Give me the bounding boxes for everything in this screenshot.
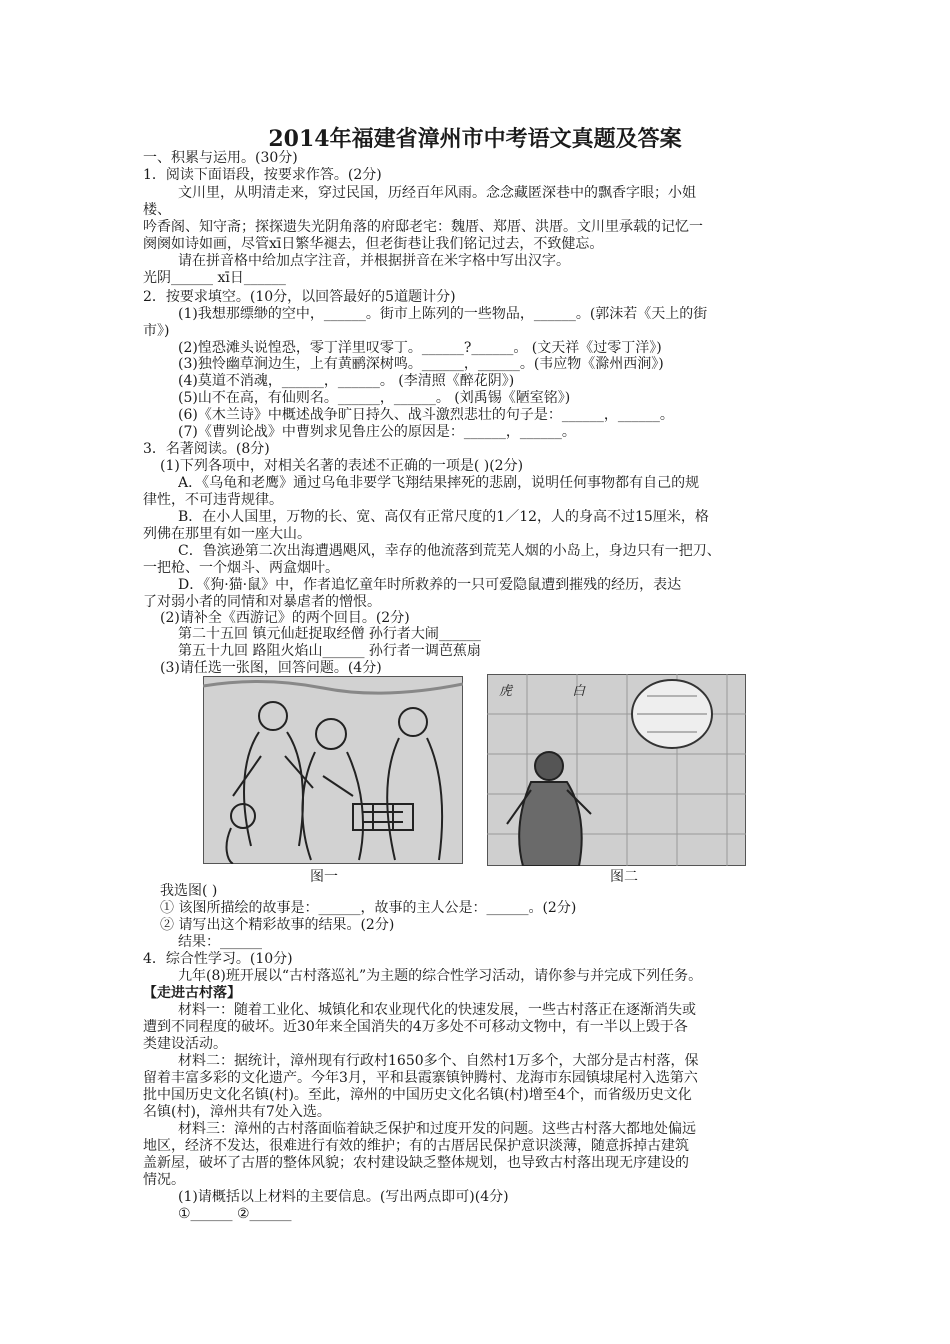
chapter-title: 第二十五回 镇元仙赶捉取经僧 孙行者大闹______: [178, 626, 481, 642]
fill-item: (2)惶恐滩头说惶恐，零丁洋里叹零丁。______?______。 (文天祥《过零丁洋》): [178, 340, 662, 356]
figure-one-caption: 图一: [310, 869, 338, 885]
paragraph-line: 文川里，从明清走来，穿过民国，历经百年风雨。念念藏匿深巷中的飘香字眼；小姐: [178, 185, 696, 201]
sub-question: (1)下列各项中，对相关名著的表述不正确的一项是( )(2分): [160, 458, 524, 474]
fill-item: 市》): [143, 323, 170, 339]
material-line: 情况。: [143, 1172, 185, 1188]
chapter-title: 第五十九回 路阻火焰山______ 孙行者一调芭蕉扇: [178, 643, 481, 659]
option-b-cont: 列佛在那里有如一座大山。: [143, 526, 311, 542]
figure-question-1: ① 该图所描绘的故事是：______，故事的主人公是：______。(2分): [160, 900, 577, 916]
sub-question: (2)请补全《西游记》的两个回目。(2分): [160, 610, 410, 626]
option-a-cont: 律性，不可违背规律。: [143, 492, 283, 508]
material-line: 留着丰富多彩的文化遗产。今年3月，平和县霞寨镇钟腾村、龙海市东园镇埭尾村入选第六: [143, 1070, 698, 1086]
section-heading: 一、积累与运用。(30分): [143, 150, 298, 166]
fill-item: (3)独怜幽草涧边生，上有黄鹂深树鸣。______，______。(韦应物《滁州西涧》): [178, 356, 664, 372]
fill-item: (6)《木兰诗》中概述战争旷日持久、战斗激烈悲壮的句子是：______，______。: [178, 407, 674, 423]
material-line: 材料一：随着工业化、城镇化和农业现代化的快速发展，一些古村落正在逐渐消失或: [178, 1002, 696, 1018]
fill-item: (5)山不在高，有仙则名。______，______。 (刘禹锡《陋室铭》): [178, 390, 571, 406]
figure-two-caption: 图二: [610, 869, 638, 885]
question-2-heading: 2．按要求填空。(10分，以回答最好的5道题计分): [143, 289, 456, 305]
figure-one-illustration: [203, 676, 463, 864]
fill-item: (7)《曹刿论战》中曹刿求见鲁庄公的原因是：______，______。: [178, 424, 576, 440]
material-line: 材料二：据统计，漳州现有行政村1650多个、自然村1万多个，大部分是古村落，保: [178, 1053, 699, 1069]
result-blank: 结果：______: [178, 934, 262, 950]
choose-figure-line: 我选图( ): [160, 883, 218, 899]
question-3-heading: 3．名著阅读。(8分): [143, 441, 270, 457]
figure-one-drawing: [203, 676, 463, 864]
instruction-line: 请在拼音格中给加点字注音，并根据拼音在米字格中写出汉字。: [178, 253, 570, 269]
activity-intro: 九年(8)班开展以“古村落巡礼”为主题的综合性学习活动，请你参与并完成下列任务。: [178, 968, 703, 984]
figure-two-drawing: [487, 674, 746, 866]
question-1-heading: 1．阅读下面语段，按要求作答。(2分): [143, 167, 382, 183]
paragraph-line: 阕阕如诗如画，尽管xī日繁华褪去，但老街巷让我们铭记过去，不致健忘。: [143, 236, 604, 252]
option-d: D．《狗·猫·鼠》中，作者追忆童年时所救养的一只可爱隐鼠遭到摧残的经历，表达: [178, 577, 682, 593]
material-line: 名镇(村)，漳州共有7处入选。: [143, 1104, 331, 1120]
material-line: 地区，经济不发达，很难进行有效的维护；有的古厝居民保护意识淡薄，随意拆掉古建筑: [143, 1138, 689, 1154]
pinyin-blanks: 光阴______ xī日______: [143, 270, 286, 286]
option-a: A．《乌龟和老鹰》通过乌龟非要学飞翔结果摔死的悲剧，说明任何事物都有自己的规: [178, 475, 700, 491]
page-title: 2014年福建省漳州市中考语文真题及答案: [268, 126, 682, 152]
figure-question-2: ② 请写出这个精彩故事的结果。(2分): [160, 917, 395, 933]
fill-item: (4)莫道不消魂，______，______。 (李清照《醉花阴》): [178, 373, 515, 389]
section-tag: 【走进古村落】: [143, 985, 241, 1001]
option-c: C．鲁滨逊第二次出海遭遇飓风，幸存的他流落到荒芜人烟的小岛上，身边只有一把刀、: [178, 543, 721, 559]
paragraph-line: 吟香阁、知守斋；探探遗失光阴角落的府邸老宅：魏厝、郑厝、洪厝。文川里承载的记忆一: [143, 219, 703, 235]
material-line: 材料三：漳州的古村落面临着缺乏保护和过度开发的问题。这些古村落大都地处偏远: [178, 1121, 696, 1137]
material-line: 批中国历史文化名镇(村)。至此，漳州的中国历史文化名镇(村)增至4个，而省级历史文化: [143, 1087, 692, 1103]
fill-item: (1)我想那缥缈的空中，______。街市上陈列的一些物品，______。(郭沫若《天上的街: [178, 306, 708, 322]
option-b: B．在小人国里，万物的长、宽、高仅有正常尺度的1／12，人的身高不过15厘米，格: [178, 509, 709, 525]
material-line: 盖新屋，破坏了古厝的整体风貌；农村建设缺乏整体规划，也导致古村落出现无序建设的: [143, 1155, 689, 1171]
material-line: 遭到不同程度的破坏。近30年来全国消失的4万多处不可移动文物中，有一半以上毁于各: [143, 1019, 688, 1035]
option-d-cont: 了对弱小者的同情和对暴虐者的憎恨。: [143, 594, 381, 610]
figure-two-illustration: [487, 674, 746, 866]
figure-two-sign-text: 虎 白: [499, 684, 614, 699]
paragraph-line: 楼、: [143, 202, 171, 218]
answer-blanks: ①______ ②______: [178, 1206, 292, 1222]
material-line: 类建设活动。: [143, 1036, 227, 1052]
question-4-heading: 4．综合性学习。(10分): [143, 951, 293, 967]
task-question: (1)请概括以上材料的主要信息。(写出两点即可)(4分): [178, 1189, 509, 1205]
option-c-cont: 一把枪、一个烟斗、两盒烟叶。: [143, 560, 339, 576]
sub-question: (3)请任选一张图，回答问题。(4分): [160, 660, 382, 676]
